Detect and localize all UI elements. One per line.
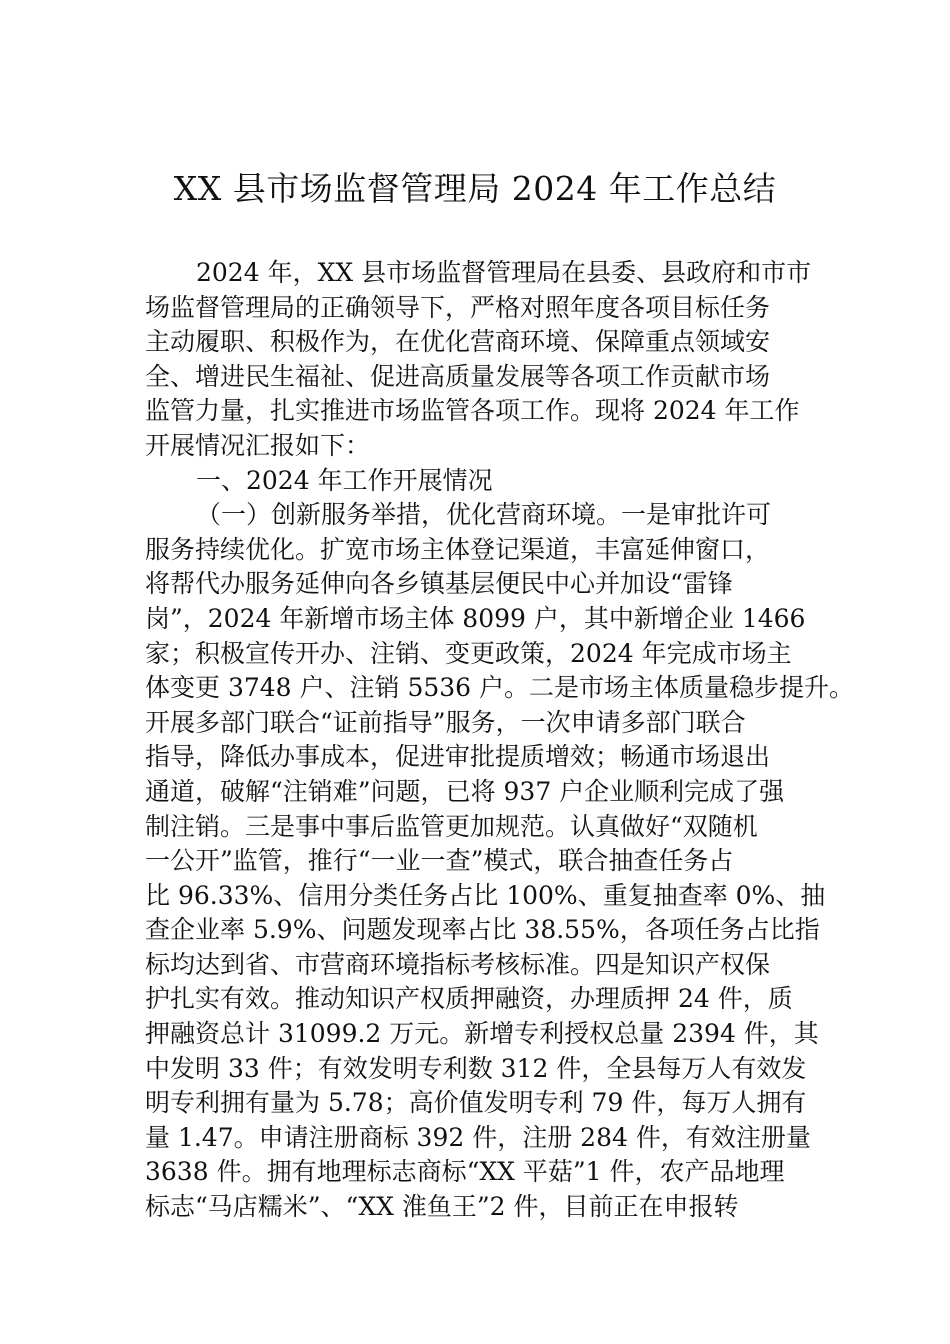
paragraph-line: 查企业率 5.9%、问题发现率占比 38.55%，各项任务占比指 (145, 915, 820, 945)
paragraph-line: 岗”，2024 年新增市场主体 8099 户，其中新增企业 1466 (145, 603, 806, 633)
paragraph-line: 服务持续优化。扩宽市场主体登记渠道，丰富延伸窗口， (145, 534, 771, 564)
document-body (145, 256, 855, 1225)
paragraph-line: 制注销。三是事中事后监管更加规范。认真做好“双随机 (145, 811, 758, 841)
paragraph-line: 标志“马店糯米”、“XX 淮鱼王”2 件，目前正在申报转 (145, 1192, 739, 1222)
paragraph-line: 指导，降低办事成本，促进审批提质增效；畅通市场退出 (145, 742, 771, 772)
paragraph-line: 监管力量，扎实推进市场监管各项工作。现将 2024 年工作 (145, 396, 800, 426)
paragraph-line: 全、增进民生福祉、促进高质量发展等各项工作贡献市场 (145, 361, 771, 391)
paragraph-line: 场监督管理局的正确领导下，严格对照年度各项目标任务 (145, 292, 771, 322)
paragraph-line: 将帮代办服务延伸向各乡镇基层便民中心并加设“雷锋 (145, 569, 733, 599)
paragraph-line: 标均达到省、市营商环境指标考核标准。四是知识产权保 (145, 949, 771, 979)
section-heading: 一、2024 年工作开展情况 (196, 465, 493, 495)
paragraph-line: 中发明 33 件；有效发明专利数 312 件，全县每万人有效发 (145, 1053, 807, 1083)
paragraph-line: 家；积极宣传开办、注销、变更政策，2024 年完成市场主 (145, 638, 792, 668)
paragraph-line: 押融资总计 31099.2 万元。新增专利授权总量 2394 件，其 (145, 1019, 819, 1049)
paragraph-line: 开展情况汇报如下： (145, 430, 371, 460)
paragraph-line: 体变更 3748 户、注销 5536 户。二是市场主体质量稳步提升。 (145, 673, 855, 703)
paragraph-line: 3638 件。拥有地理标志商标“XX 平菇”1 件，农产品地理 (145, 1157, 785, 1187)
paragraph-line: 主动履职、积极作为，在优化营商环境、保障重点领域安 (145, 327, 771, 357)
paragraph-line: （一）创新服务举措，优化营商环境。一是审批许可 (196, 500, 772, 530)
paragraph-line: 一公开”监管，推行“一业一查”模式，联合抽查任务占 (145, 846, 734, 876)
paragraph-line: 2024 年，XX 县市场监督管理局在县委、县政府和市市 (196, 258, 812, 287)
document-title: XX 县市场监督管理局 2024 年工作总结 (173, 169, 777, 208)
paragraph-line: 量 1.47。申请注册商标 392 件，注册 284 件，有效注册量 (145, 1122, 811, 1152)
paragraph-line: 明专利拥有量为 5.78；高价值发明专利 79 件，每万人拥有 (145, 1088, 807, 1118)
paragraph-line: 比 96.33%、信用分类任务占比 100%、重复抽查率 0%、抽 (145, 880, 826, 910)
paragraph-line: 通道，破解“注销难”问题，已将 937 户企业顺利完成了强 (145, 776, 785, 806)
paragraph-line: 开展多部门联合“证前指导”服务，一次申请多部门联合 (145, 707, 746, 737)
paragraph-line: 护扎实有效。推动知识产权质押融资，办理质押 24 件，质 (145, 984, 793, 1014)
